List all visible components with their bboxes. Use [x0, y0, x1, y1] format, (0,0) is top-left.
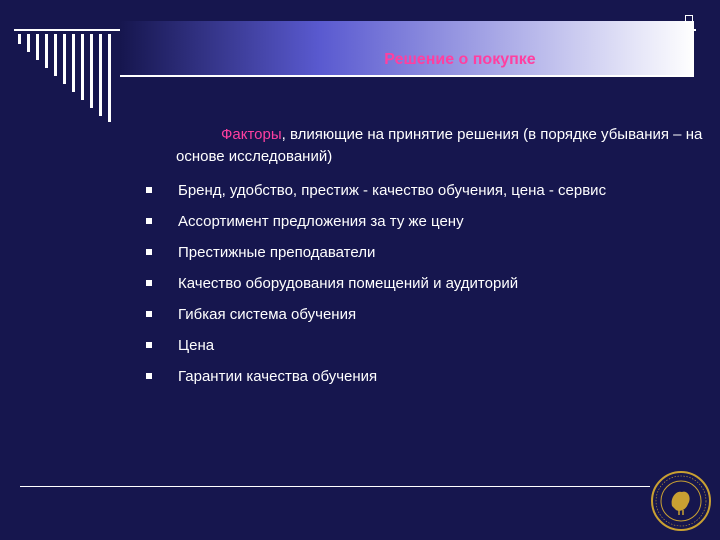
intro-highlight: Факторы [221, 126, 282, 143]
stripe [99, 34, 102, 116]
stripe [108, 34, 111, 122]
list-item-text: Цена [178, 337, 215, 354]
square-bullet-icon [146, 280, 152, 286]
list-item-text: Престижные преподаватели [178, 244, 376, 261]
square-bullet-icon [146, 218, 152, 224]
university-seal-icon [650, 470, 712, 532]
stripe [90, 34, 93, 108]
slide-title: Решение о покупке [384, 51, 536, 68]
bottom-rule [20, 486, 650, 487]
stripe [18, 34, 21, 44]
square-bullet-icon [146, 187, 152, 193]
list-item-text: Бренд, удобство, престиж - качество обучения, цена - сервис [178, 182, 607, 199]
corner-square-icon [685, 15, 693, 23]
stripe [27, 34, 30, 52]
list-item-text: Гибкая система обучения [178, 306, 357, 323]
list-item-text: Гарантии качества обучения [178, 368, 378, 385]
list-item-text: Качество оборудования помещений и аудиторий [178, 275, 519, 292]
square-bullet-icon [146, 373, 152, 379]
list-item-text: Ассортимент предложения за ту же цену [178, 213, 464, 230]
title-underline [120, 75, 694, 77]
square-bullet-icon [146, 249, 152, 255]
square-bullet-icon [146, 342, 152, 348]
intro-paragraph [176, 124, 716, 168]
intro-text: , влияющие на принятие решения (в порядке убывания – на основе исследований) [176, 126, 703, 165]
square-bullet-icon [146, 311, 152, 317]
